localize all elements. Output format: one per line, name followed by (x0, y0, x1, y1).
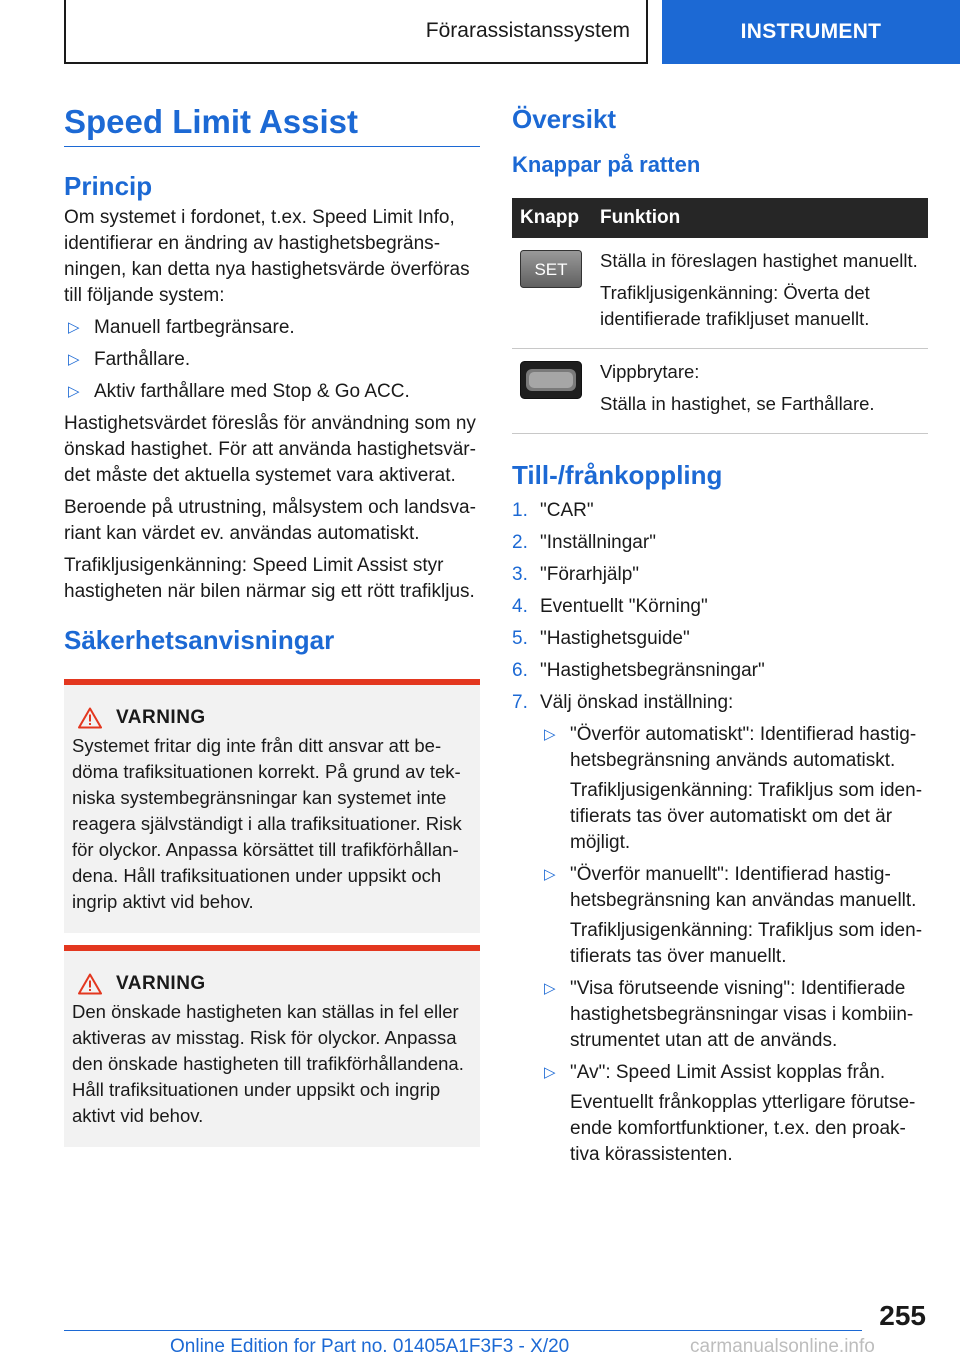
warning-triangle-icon (78, 973, 102, 995)
warning-header (72, 707, 472, 729)
section-title: Förarassistanssystem (425, 19, 630, 42)
paragraph: Trafikljusigenkänning: Speed Limit Assist styr hastigheten när bilen närmar sig ett rött trafikljus. (64, 555, 475, 602)
paragraph: Beroende på utrustning, målsystem och landsvariant kan värdet ev. användas automatiskt. (64, 497, 476, 544)
warning-box (64, 679, 480, 933)
list-item: ▷ "Visa förutseende visning": Identifierade hastighetsbegränsningar visas i kombiinstrumentet utan att de används. (544, 978, 914, 1051)
warning-header (72, 973, 472, 995)
triangle-bullet-icon: ▷ (544, 726, 556, 743)
triangle-bullet-icon: ▷ (68, 383, 80, 400)
table-row (512, 349, 928, 434)
column-header: Funktion (592, 198, 928, 238)
list-item: 1. "CAR" (512, 500, 594, 521)
paragraph: Hastighetsvärdet föreslås för användning som ny önskad hastighet. För att använda hastighetsvärdet måste det aktuella systemet vara aktiverat. (64, 413, 476, 486)
list-item: 7. Välj önskad inställning: ▷ "Överför automatiskt": Identifierad hastighetsbegränsning används automatiskt. Trafikljusigenkänning: Trafikljus som identifierats tas över automatiskt om det är möjligt. ▷ "Överför manuellt": Identifierad hastighetsbegränsning kan användas manuellt. Trafikljusigenkänning: Trafikljus som identifierats tas över manuellt. ▷ "Visa förutseende visning": Identifierade hastighetsbegränsningar visas i kombiinstrumentet utan att de används. ▷ "Av": Speed Limit Assist kopplas från. Eventuellt frånkopplas ytterligare förutseende komfortfunktioner, t.ex. den proaktiva körassistenten. (512, 690, 928, 1168)
function-text: Vippbrytare: (600, 361, 700, 382)
title-rule (64, 146, 480, 147)
triangle-bullet-icon: ▷ (544, 980, 556, 997)
list-item: ▷ "Överför automatiskt": Identifierad hastighetsbegränsning används automatiskt. Trafikljusigenkänning: Trafikljus som identifierats tas över automatiskt om det är möjligt. (544, 724, 923, 853)
chapter-title: INSTRUMENT (740, 20, 882, 43)
warning-label: VARNING (116, 707, 206, 728)
left-column (64, 102, 480, 1147)
edition-note: Online Edition for Part no. 01405A1F3F3 - X/20 (170, 1336, 570, 1357)
triangle-bullet-icon: ▷ (544, 866, 556, 883)
warning-label: VARNING (116, 973, 206, 994)
list-item: 2. "Inställningar" (512, 532, 656, 553)
triangle-bullet-icon: ▷ (68, 319, 80, 336)
warning-text: Systemet fritar dig inte från ditt ansvar att bedöma trafiksituationen korrekt. På grund av tekniska systembegränsningar kan systemet inte reagera självständigt i alla trafiksituationer. Risk för olyckor. Anpassa körsättet till trafikförhållandena. Håll trafiksituationen under uppsikt och ingrip aktivt vid behov. (72, 735, 462, 912)
safety-heading: Säkerhetsanvisningar (64, 625, 335, 655)
options-list (540, 722, 928, 1168)
warning-box (64, 945, 480, 1147)
function-text: Ställa in föreslagen hastighet manuellt. (600, 250, 918, 271)
set-button-icon (520, 250, 582, 288)
function-text: Trafikljusigenkänning: Överta det identifierade trafikljuset manuellt. (600, 282, 870, 329)
table-row (512, 238, 928, 349)
warning-text: Den önskade hastigheten kan ställas in fel eller aktiveras av misstag. Risk för olyckor. Anpassa den önskade hastigheten till trafikförhållandena. Håll trafiksituationen under uppsikt och ingrip aktivt vid behov. (72, 1001, 464, 1126)
set-button-label: SET (534, 260, 568, 279)
rocker-switch-icon (520, 361, 582, 399)
principle-intro: Om systemet i fordonet, t.ex. Speed Limit Info, identifierar en ändring av hastighetsbegränsningen, kan detta nya hastighetsvärde överföras till följande system: (64, 207, 470, 306)
right-column (512, 102, 928, 1174)
list-item: ▷ "Av": Speed Limit Assist kopplas från. Eventuellt frånkopplas ytterligare förutseende komfortfunktioner, t.ex. den proaktiva körassistenten. (544, 1062, 916, 1165)
steps-list (512, 498, 928, 1168)
watermark: carmanualsonline.info (690, 1336, 875, 1357)
list-item: 6. "Hastighetsbegränsningar" (512, 660, 765, 681)
list-item: ▷ Farthållare. (64, 347, 480, 373)
principle-heading: Princip (64, 171, 153, 201)
list-item: ▷ Aktiv farthållare med Stop & Go ACC. (64, 379, 480, 405)
table-header-row (512, 198, 928, 238)
column-header: Knapp (512, 198, 592, 238)
buttons-table (512, 198, 928, 434)
chapter-tab[interactable] (662, 0, 960, 64)
function-text: Ställa in hastighet, se Farthållare. (600, 393, 875, 414)
systems-list (64, 315, 480, 405)
list-item: 5. "Hastighetsguide" (512, 628, 690, 649)
warning-triangle-icon (78, 707, 102, 729)
section-header (64, 0, 648, 64)
list-item: ▷ Manuell fartbegränsare. (64, 315, 480, 341)
buttons-heading: Knappar på ratten (512, 152, 701, 177)
overview-heading: Översikt (512, 104, 617, 134)
toggle-heading: Till-/frånkoppling (512, 460, 723, 490)
list-item: 3. "Förarhjälp" (512, 564, 640, 585)
triangle-bullet-icon: ▷ (68, 351, 80, 368)
page-number: 255 (879, 1300, 926, 1331)
footer-rule (64, 1330, 862, 1331)
triangle-bullet-icon: ▷ (544, 1064, 556, 1081)
list-item: 4. Eventuellt "Körning" (512, 596, 708, 617)
page-title: Speed Limit Assist (64, 103, 359, 140)
list-item: ▷ "Överför manuellt": Identifierad hastighetsbegränsning kan användas manuellt. Trafikljusigenkänning: Trafikljus som identifierats tas över manuellt. (544, 864, 923, 967)
